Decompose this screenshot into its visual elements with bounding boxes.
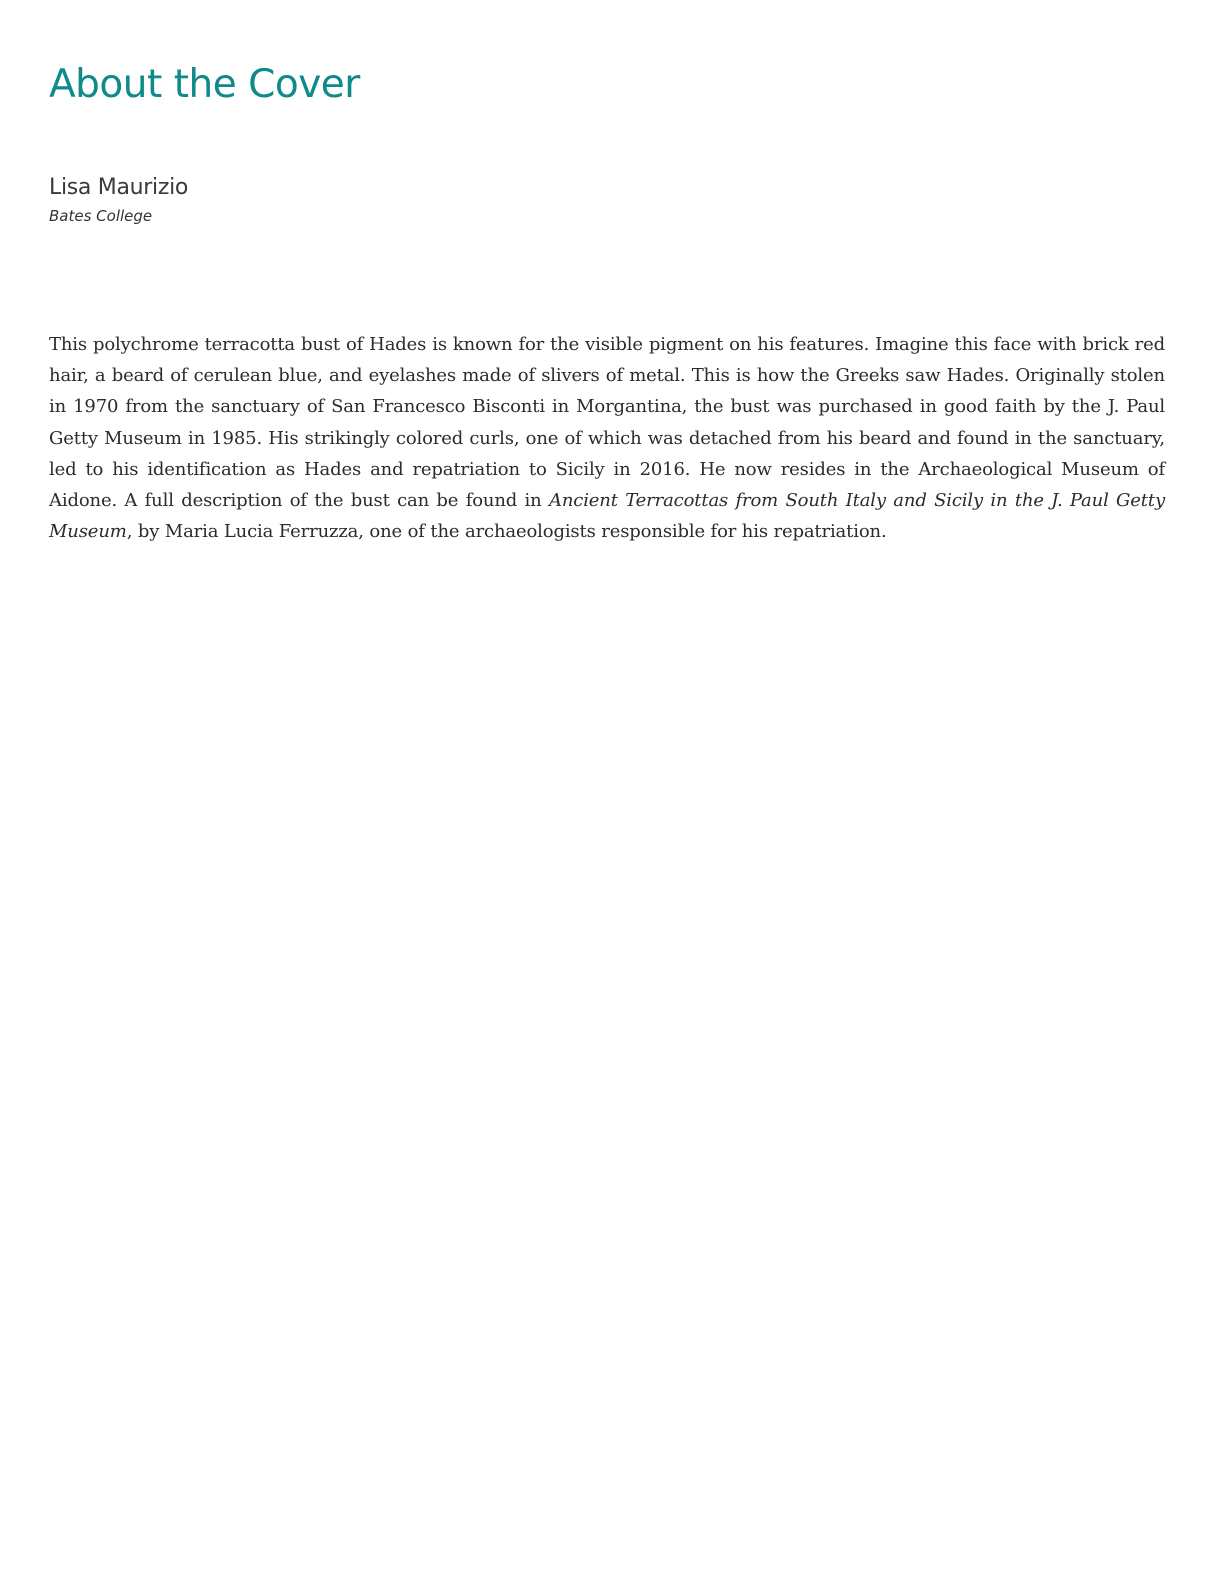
body-paragraph [49, 329, 1165, 547]
author-affiliation: Bates College [49, 207, 153, 225]
body-text-part-1: This polychrome terracotta bust of Hades is known for the visible pigment on his features. Imagine this face with brick red hair, a beard of cerulean blue, and eyelashes made of slivers of metal. This is how the Greeks saw Hades. Originally stolen in 1970 from the sanctuary of San Francesco Bisconti in Morgantina, the bust was purchased in good faith by the J. Paul Getty Museum in 1985. His strikingly colored curls, one of which was detached from his beard and found in the sanctuary, led to his identification as Hades and repatriation to Sicily in 2016. He now resides in the Archaeological Museum of Aidone. A full description of the bust can be found in [49, 334, 1165, 512]
body-text-part-2: , by Maria Lucia Ferruzza, one of the archaeologists responsible for his repatriation. [126, 521, 887, 543]
author-name: Lisa Maurizio [49, 175, 189, 200]
book-title: Ancient Terracottas from South Italy and Sicily in the J. Paul Getty Museum [49, 490, 1165, 543]
page-title: About the Cover [49, 62, 360, 107]
